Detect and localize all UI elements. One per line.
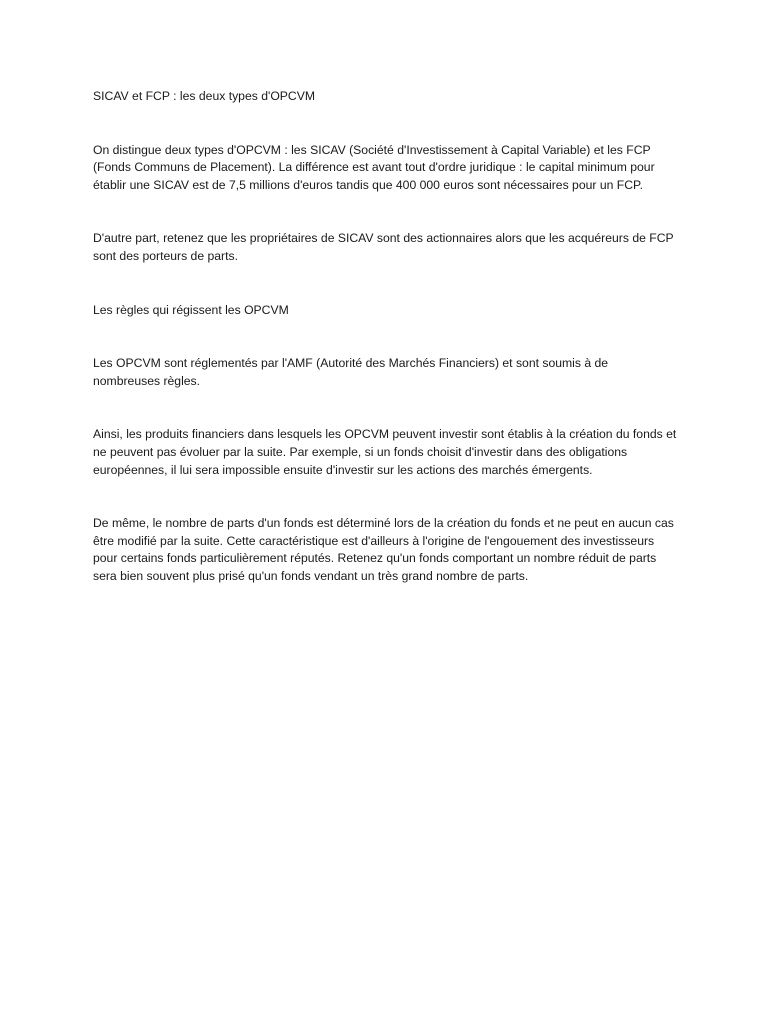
document-body	[93, 88, 678, 586]
paragraph-number-of-parts: De même, le nombre de parts d'un fonds est déterminé lors de la création du fonds et ne peut en aucun cas être modifié par la suite. Cette caractéristique est d'ailleurs à l'origine de l'engouement des investisseurs pour certains fonds particulièrement réputés. Retenez qu'un fonds comportant un nombre réduit de parts sera bien souvent plus prisé qu'un fonds vendant un très grand nombre de parts.	[93, 516, 674, 583]
paragraph-investment-products: Ainsi, les produits financiers dans lesquels les OPCVM peuvent investir sont établis à la création du fonds et ne peuvent pas évoluer par la suite. Par exemple, si un fonds choisit d'investir dans des obligations européennes, il lui sera impossible ensuite d'investir sur les actions des marchés émergents.	[93, 427, 677, 477]
document-title: SICAV et FCP : les deux types d'OPCVM	[93, 89, 316, 103]
paragraph-opcvm-types: On distingue deux types d'OPCVM : les SICAV (Société d'Investissement à Capital Variable) et les FCP (Fonds Communs de Placement). La différence est avant tout d'ordre juridique : le capital minimum pour établir une SICAV est de 7,5 millions d'euros tandis que 400 000 euros sont nécessaires pour un FCP.	[93, 142, 655, 192]
section-heading-rules: Les règles qui régissent les OPCVM	[93, 302, 289, 317]
paragraph-owners: D'autre part, retenez que les propriétaires de SICAV sont des actionnaires alors que les acquéreurs de FCP sont des porteurs de parts.	[93, 231, 674, 263]
paragraph-amf: Les OPCVM sont réglementés par l'AMF (Autorité des Marchés Financiers) et sont soumis à de nombreuses règles.	[93, 356, 609, 388]
